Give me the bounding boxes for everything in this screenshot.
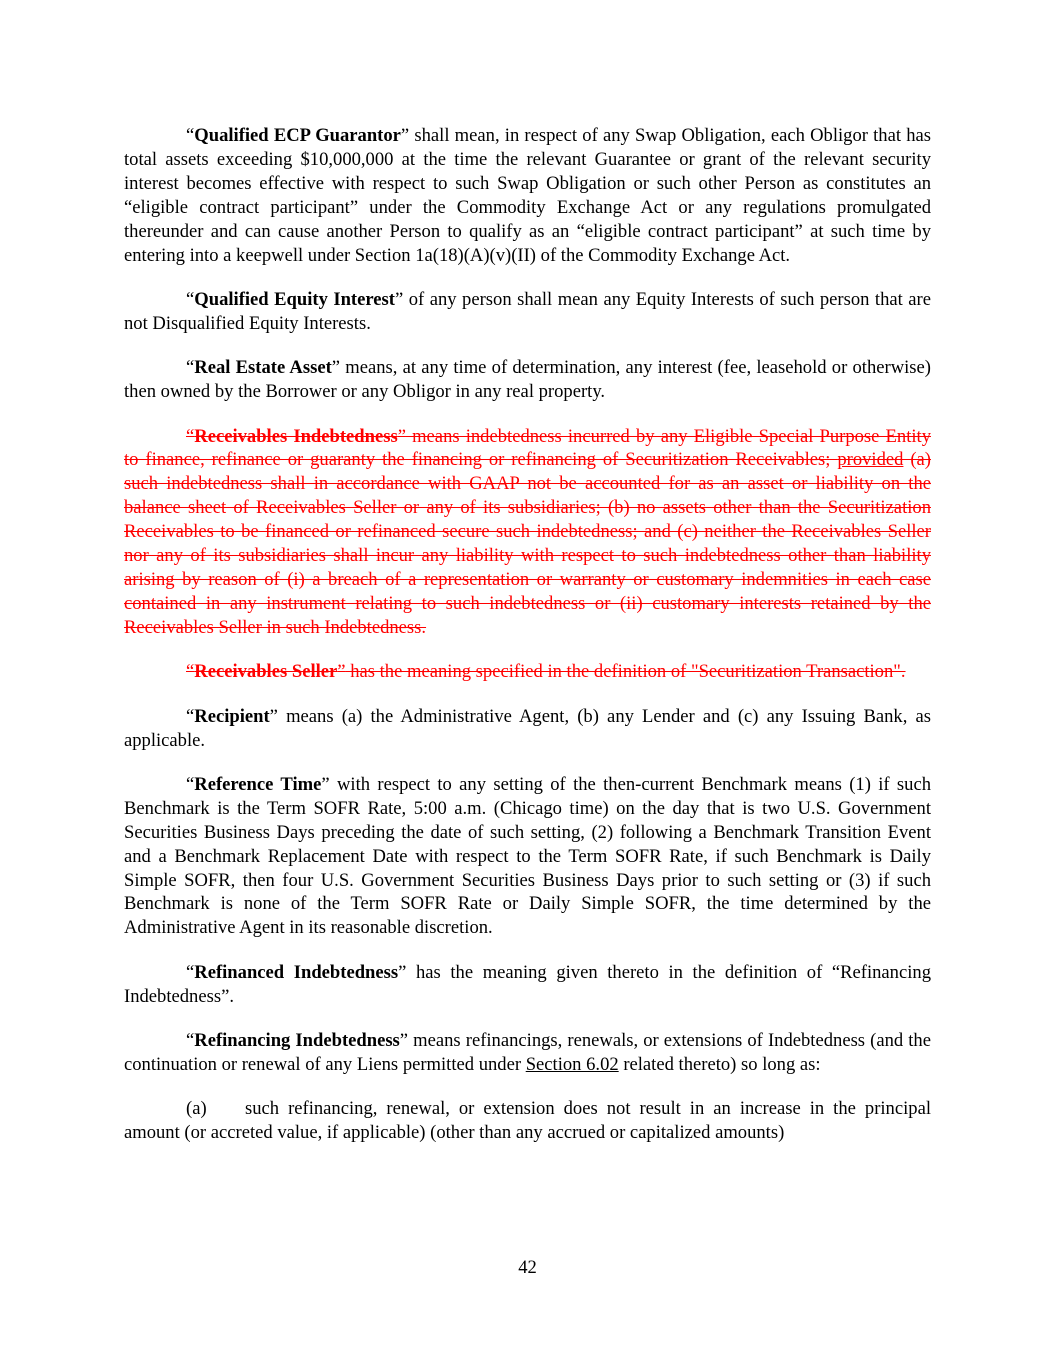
definition-text: of any person shall mean any Equity Interests of such person that are not Disqualified Equity Interests. — [124, 288, 931, 334]
definition-text: means (a) the Administrative Agent, (b) any Lender and (c) any Issuing Bank, as applicable. — [124, 705, 931, 751]
defined-term: Qualified ECP Guarantor — [194, 125, 401, 146]
definition-text: means refinancings, renewals, or extensions of Indebtedness (and the continuation or renewal of any Liens permitted under — [124, 1030, 931, 1075]
definition-qualified-ecp-guarantor: “Qualified ECP Guarantor” shall mean, in respect of any Swap Obligation, each Obligor that has total assets exceeding $10,000,000 at the time the relevant Guarantee or grant of the relevant security interest becomes effective with respect to such Swap Obligation or such other Person as constitutes an “eligible contract participant” under the Commodity Exchange Act or any regulations promulgated thereunder and can cause another Person to qualify as an “eligible contract participant” at such time by entering into a keepwell under Section 1a(18)(A)(v)(II) of the Commodity Exchange Act. — [124, 125, 931, 266]
defined-term: Reference Time — [194, 773, 322, 795]
definition-text-continued: (a) such indebtedness shall in accordance with GAAP not be accounted for as an asset or liability on the balance sheet of Receivables Seller or any of its subsidiaries; (b) no assets other than the Securitization Receivables to be financed or refinanced secure such indebtedness; and (c) neither the Receivables Seller nor any of its subsidiaries shall incur any liability with respect to such indebtedness other than liability arising by reason of (i) a breach of a representation or warranty or customary indemnities in each case contained in any instrument relating to such indebtedness or (ii) customary interests retained by the Receivables Seller in such Indebtedness. — [124, 449, 931, 638]
definition-text: has the meaning given thereto in the definition of “Refinancing Indebtedness”. — [124, 961, 931, 1007]
definition-text: has the meaning specified in the definition of "Securitization Transaction". — [345, 661, 906, 683]
provided-keyword: provided — [837, 449, 904, 471]
clause-marker: (a) — [186, 1098, 207, 1120]
clause-a — [124, 1097, 931, 1145]
document-page — [124, 124, 931, 1166]
definition-text: shall mean, in respect of any Swap Obligation, each Obligor that has total assets exceeding $10,000,000 at the time the relevant Guarantee or grant of the relevant security interest becomes effective with respect to such Swap Obligation or such other Person as constitutes an “eligible contract participant” under the Commodity Exchange Act or any regulations promulgated thereunder and can cause another Person to qualify as an “eligible contract participant” at such time by entering into a keepwell under Section 1a(18)(A)(v)(II) of the Commodity Exchange Act. — [124, 125, 931, 266]
definition-text: with respect to any setting of the then-current Benchmark means (1) if such Benchmark is the Term SOFR Rate, 5:00 a.m. (Chicago time) on the day that is two U.S. Government Securities Business Days preceding the date of such setting, (2) following a Benchmark Transition Event and a Benchmark Replacement Date with respect to the Term SOFR Rate, if such Benchmark is Daily Simple SOFR, then four U.S. Government Securities Business Days prior to such setting or (3) if such Benchmark is none of the Term SOFR Rate or Daily Simple SOFR, the time determined by the Administrative Agent in its reasonable discretion. — [124, 773, 931, 939]
defined-term: Refinancing Indebtedness — [194, 1030, 400, 1052]
defined-term: Real Estate Asset — [194, 357, 332, 379]
defined-term: Receivables Seller — [194, 661, 338, 683]
definition-receivables-indebtedness-deleted: “Receivables Indebtedness” means indebtedness incurred by any Eligible Special Purpose Entity to finance, refinance or guaranty the financing or refinancing of Securitization Receivables; provided (a) such indebtedness shall in accordance with GAAP not be accounted for as an asset or liability on the balance sheet of Receivables Seller or any of its subsidiaries; (b) no assets other than the Securitization Receivables to be financed or refinanced secure such indebtedness; and (c) neither the Receivables Seller nor any of its subsidiaries shall incur any liability with respect to such indebtedness other than liability arising by reason of (i) a breach of a representation or warranty or customary indemnities in each case contained in any instrument relating to such indebtedness or (ii) customary interests retained by the Receivables Seller in such Indebtedness. — [124, 425, 931, 638]
page-number: 42 — [518, 1257, 537, 1278]
defined-term: Qualified Equity Interest — [194, 288, 395, 310]
definition-text-continued: related thereto) so long as: — [618, 1054, 821, 1075]
definition-refinancing-indebtedness: “Refinancing Indebtedness” means refinancings, renewals, or extensions of Indebtedness (and the continuation or renewal of any Liens permitted under Section 6.02 related thereto) so long as: — [124, 1030, 931, 1075]
definition-refinanced-indebtedness: “Refinanced Indebtedness” has the meaning given thereto in the definition of “Refinancing Indebtedness”. — [124, 961, 931, 1007]
definition-text: means, at any time of determination, any interest (fee, leasehold or otherwise) then owned by the Borrower or any Obligor in any real property. — [124, 357, 931, 403]
definition-real-estate-asset: “Real Estate Asset” means, at any time of determination, any interest (fee, leasehold or otherwise) then owned by the Borrower or any Obligor in any real property. — [124, 357, 931, 403]
section-reference: Section 6.02 — [525, 1054, 619, 1075]
definition-qualified-equity-interest: “Qualified Equity Interest” of any person shall mean any Equity Interests of such person that are not Disqualified Equity Interests. — [124, 288, 931, 334]
definition-reference-time: “Reference Time” with respect to any setting of the then-current Benchmark means (1) if such Benchmark is the Term SOFR Rate, 5:00 a.m. (Chicago time) on the day that is two U.S. Government Securities Business Days preceding the date of such setting, (2) following a Benchmark Transition Event and a Benchmark Replacement Date with respect to the Term SOFR Rate, if such Benchmark is Daily Simple SOFR, then four U.S. Government Securities Business Days prior to such setting or (3) if such Benchmark is none of the Term SOFR Rate or Daily Simple SOFR, the time determined by the Administrative Agent in its reasonable discretion. — [124, 773, 931, 939]
clause-text: such refinancing, renewal, or extension does not result in an increase in the principal amount (or accreted value, if applicable) (other than any accrued or capitalized amounts) — [124, 1098, 931, 1144]
definition-receivables-seller-deleted: “Receivables Seller” has the meaning specified in the definition of "Securitization Transaction". — [186, 661, 906, 683]
defined-term: Recipient — [194, 705, 270, 727]
definition-text: means indebtedness incurred by any Eligible Special Purpose Entity to finance, refinance or guaranty the financing or refinancing of Securitization Receivables; — [124, 425, 931, 471]
defined-term: Refinanced Indebtedness — [194, 961, 399, 983]
defined-term: Receivables Indebtedness — [194, 425, 398, 447]
definition-recipient: “Recipient” means (a) the Administrative Agent, (b) any Lender and (c) any Issuing Bank, as applicable. — [124, 705, 931, 751]
